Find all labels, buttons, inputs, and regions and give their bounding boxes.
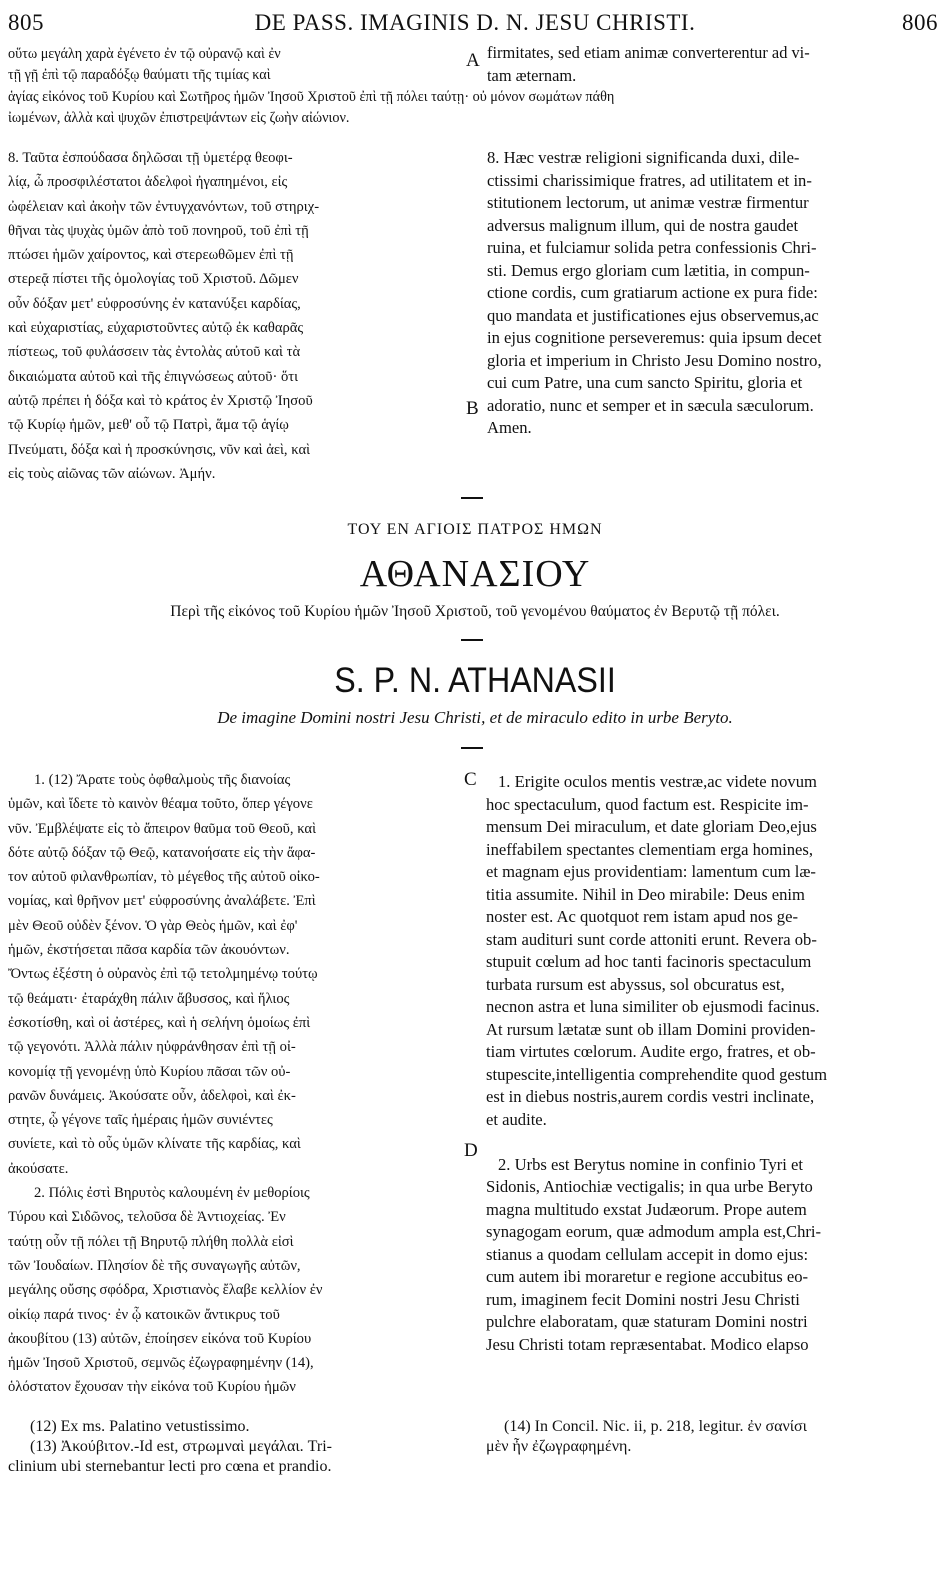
text-line: πίστεως, τοῦ φυλάσσειν τὰς ἐντολὰς αὐτοῦ καὶ τὰ [8, 344, 301, 361]
text-line: τῶν Ἰουδαίων. Πλησίον δὲ τῆς συναγωγῆς αὐτῶν, [8, 1257, 301, 1274]
margin-marker-c: C [464, 769, 477, 790]
text-line: hoc spectaculum, quod factum est. Respicite im- [486, 794, 809, 814]
text-line: τον αὐτοῦ φιλανθρωπίαν, τὸ μέγεθος τῆς αὐτοῦ οἰκο- [8, 869, 320, 886]
body-greek-column [8, 768, 458, 1400]
text-line: στερεᾷ πίστει τῆς ὁμολογίας τοῦ Χριστοῦ. Δῶμεν [8, 271, 299, 288]
divider-rule [461, 497, 483, 499]
text-line: cui cum Patre, una cum sancto Spiritu, gloria et [487, 373, 803, 392]
text-line: ταύτῃ οὖν τῇ πόλει τῇ Βηρυτῷ πλήθη πολλὰ εἰσὶ [8, 1233, 294, 1250]
text-line: in ejus cognitione perseveremus: quia ipsum decet [487, 328, 822, 347]
text-line: quo mandata et justificationes ejus observemus,ac [487, 305, 819, 325]
left-page-number: 805 [8, 10, 44, 35]
text-line: turbata rursum est abyssus, sol obcuratus est, [486, 974, 785, 994]
text-line: At rursum lætatæ sunt ob illam Domini providen- [486, 1019, 816, 1039]
text-line: necnon astra et luna similiter ob ejusmodi facinus. [486, 997, 820, 1016]
text-line: ruina, et fulciamur solida petra confessionis Chri- [487, 238, 817, 257]
text-line: firmitates, sed etiam animæ converterentur ad vi- [487, 43, 810, 62]
text-line: ctione cordis, cum gratiarum actione ex pura fide: [487, 283, 818, 302]
text-line: 1. (12) Ἄρατε τοὺς ὀφθαλμοὺς τῆς διανοίας [34, 772, 291, 788]
text-line: 8. Hæc vestræ religioni significanda duxi, dile- [487, 148, 800, 167]
top-latin-column [487, 42, 945, 87]
text-line: νομίας, καὶ θρῆνον μετ' εὐφροσύνης ἀναλάβετε. Ἐπὶ [8, 893, 316, 910]
text-line: stupescite,intelligentia comprehendite quod gestum [486, 1064, 828, 1084]
text-line: gloria et imperium in Christo Jesu Domino nostro, [487, 350, 822, 370]
text-line: noster est. Ac quotquot rem istam apud nos ge- [486, 907, 798, 926]
text-line: tam æternam. [487, 65, 577, 85]
text-line: stam audituri sunt corde attoniti erunt. Revera ob- [486, 929, 817, 949]
text-line: Τύρου καὶ Σιδῶνος, τελοῦσα δὲ Ἀντιοχείας. Ἐν [8, 1209, 286, 1226]
margin-marker-b: B [466, 398, 479, 419]
text-line: στητε, ᾧ γέγονε ταῖς ἡμέραις ἡμῶν συνιέντες [8, 1112, 273, 1129]
text-line: δότε αὐτῷ δόξαν τῷ Θεῷ, κατανοήσατε εἰς τὴν ἄφα- [8, 844, 316, 861]
text-line: ἰωμένων, ἀλλὰ καὶ ψυχῶν ἐπιστρεψάντων εἰς ζωὴν αἰώνιον. [8, 110, 350, 126]
section8-greek-column [8, 146, 460, 486]
margin-marker-d: D [464, 1140, 478, 1161]
text-line: est in diebus nostris,aurem cordis vestri inclinate, [486, 1087, 815, 1106]
text-line: sti. Demus ergo gloriam cum lætitia, in compun- [487, 260, 810, 280]
footnote-12: (12) Ex ms. Palatino vetustissimo. [30, 1418, 250, 1435]
text-line: πτώσει ἡμῶν χαίροντος, καὶ στερεωθῶμεν ἐπὶ τῇ [8, 247, 294, 264]
text-line: Ὄντως ἐξέστη ὁ οὐρανὸς ἐπὶ τῷ τετολμημένῳ τούτῳ [8, 966, 318, 983]
text-line: Jesu Christi totam repræsentabat. Modico elapso [486, 1334, 809, 1354]
text-line: stitutionem lectorum, ut animæ vestræ firmentur [487, 193, 809, 212]
text-line: οἰκίῳ παρά τινος· ἐν ᾧ κατοικῶν ἄντικρυς τοῦ [8, 1306, 280, 1323]
text-line: stianus a quodam cellulam accepit in domo ejus: [486, 1244, 809, 1264]
blank-line [498, 1131, 946, 1154]
footnote-14-cont: μὲν ἦν ἐζωγραφημένη. [486, 1438, 632, 1455]
footnotes-right [486, 1417, 946, 1457]
right-page-number: 806 [902, 10, 938, 35]
top-full-width-greek [8, 87, 948, 129]
text-line: οὖν δόξαν μετ' εὐφροσύνης ἐν κατανύξει καρδίας, [8, 295, 301, 312]
text-line: 1. Erigite oculos mentis vestræ,ac videte novum [498, 772, 817, 791]
text-line: λίᾳ, ὦ προσφιλέστατοι ἀδελφοὶ ἠγαπημένοι, εἰς [8, 174, 288, 191]
text-line: τῇ γῇ ἐπὶ τῷ παραδόξῳ θαύματι τῆς τιμίας καὶ [8, 67, 271, 83]
footnotes-left [8, 1417, 460, 1477]
text-line: synagogam eorum, quæ admodum ampla est,Chri- [486, 1222, 822, 1241]
latin-subtitle: De imagine Domini nostri Jesu Christi, et de miraculo edito in urbe Beryto. [217, 708, 733, 727]
text-line: et magnam ejus providentiam: lamentum cum læ- [486, 862, 816, 881]
text-line: stupuit cœlum ad hoc tanti facinoris spectaculum [486, 952, 812, 971]
text-line: 2. Urbs est Berytus nomine in confinio Tyri et [498, 1154, 804, 1174]
footnote-13-cont: clinium ubi sternebantur lecti pro cœna et prandio. [8, 1458, 332, 1475]
text-line: μὲν Θεοῦ οὐδὲν ξένον. Ὁ γὰρ Θεὸς ἡμῶν, καὶ ἐφ' [8, 917, 298, 934]
text-line: καὶ εὐχαριστίας, εὐχαριστοῦντες αὐτῷ ἐκ καθαρᾶς [8, 320, 304, 337]
text-line: magna multitudo exstat Judæorum. Prope autem [486, 1199, 807, 1219]
text-line: ἀκούσατε. [8, 1160, 69, 1177]
text-line: εἰς τοὺς αἰῶνας τῶν αἰώνων. Ἀμήν. [8, 465, 216, 482]
text-line: adoratio, nunc et semper et in sæcula sæculorum. [487, 395, 814, 415]
text-line: ctissimi charissimique fratres, ad utilitatem et in- [487, 170, 812, 190]
text-line: οὕτω μεγάλη χαρὰ ἐγένετο ἐν τῷ οὐρανῷ καὶ ἐν [8, 46, 281, 62]
text-line: αὐτῷ πρέπει ἡ δόξα καὶ τὸ κράτος ἐν Χριστῷ Ἰησοῦ [8, 392, 313, 409]
body-latin-column [486, 771, 946, 1356]
greek-author-name: ΑΘΑΝΑΣΙΟΥ [359, 553, 591, 595]
text-line: ἐσκοτίσθη, καὶ οἱ ἀστέρες, καὶ ἡ σελήνη ὁμοίως ἐπὶ [8, 1014, 311, 1031]
text-line: et audite. [486, 1109, 547, 1129]
text-line: Sidonis, Antiochiæ vectigalis; in qua urbe Beryto [486, 1177, 813, 1196]
text-line: μεγάλης οὔσης σφόδρα, Χριστιανὸς ἔλαβε κελλίον ἐν [8, 1282, 323, 1299]
footnote-13: (13) Ἀκούβιτον.-Id est, στρωμναὶ μεγάλαι. Tri- [30, 1438, 332, 1455]
text-line: τῷ θεάματι· ἐταράχθη πάλιν ἄβυσσος, καὶ ἥλιος [8, 990, 290, 1007]
latin-author-name: S. P. N. ATHANASII [334, 661, 616, 700]
section8-latin-column [487, 147, 945, 440]
divider-rule [461, 747, 483, 749]
text-line: νῦν. Ἐμβλέψατε εἰς τὸ ἄπειρον θαῦμα τοῦ Θεοῦ, καὶ [8, 820, 317, 837]
text-line: rum, imaginem fecit Domini nostri Jesu Christi [486, 1289, 800, 1309]
text-line: 8. Ταῦτα ἐσπούδασα δηλῶσαι τῇ ὑμετέρᾳ θεοφι- [8, 150, 293, 166]
text-line: κονομίᾳ τῇ γενομένῃ ὑπὸ Κυρίου πᾶσαι τῶν οὐ- [8, 1063, 291, 1080]
text-line: ὠφέλειαν καὶ ἀκοὴν τῶν ἐντυγχανόντων, τοῦ στηριχ- [8, 198, 320, 215]
text-line: Amen. [487, 418, 532, 437]
text-line: 2. Πόλις ἐστὶ Βηρυτὸς καλουμένη ἐν μεθορίοις [34, 1185, 310, 1202]
text-line: pulchre elaboratam, quæ staturam Domini nostri [486, 1312, 808, 1331]
top-greek-column [8, 44, 460, 86]
text-line: tiam virtutes cœlorum. Audite ergo, fratres, et ob- [486, 1042, 816, 1061]
text-line: δικαιώματα αὐτοῦ καὶ τῆς ἐπιγνώσεως αὐτοῦ· ὅτι [8, 368, 299, 385]
text-line: ἁγίας εἰκόνος τοῦ Κυρίου καὶ Σωτῆρος ἡμῶν Ἰησοῦ Χριστοῦ ἐπὶ τῇ πόλει ταύτῃ· οὐ μόνον σωμάτων πάθη [8, 89, 615, 105]
text-line: titia assumite. Nihil in Deo mirabile: Deus enim [486, 884, 805, 904]
margin-marker-a: A [466, 50, 480, 71]
greek-subtitle: Περὶ τῆς εἰκόνος τοῦ Κυρίου ἡμῶν Ἰησοῦ Χριστοῦ, τοῦ γενομένου θαύματος ἐν Βερυτῷ τῇ πόλει. [170, 603, 780, 620]
text-line: cum autem ibi moraretur e regione accubitus eo- [486, 1267, 809, 1286]
text-line: mensum Dei miraculum, et date gloriam Deo,ejus [486, 817, 817, 836]
text-line: ὑμῶν, καὶ ἴδετε τὸ καινὸν θέαμα τοῦτο, ὅπερ γέγονε [8, 796, 313, 813]
divider-rule [461, 639, 483, 641]
text-line: τῷ γεγονότι. Ἀλλὰ πάλιν ηὐφράνθησαν ἐπὶ τῇ οἰ- [8, 1039, 296, 1056]
text-line: ἀκουβίτου (13) αὐτῶν, ἐποίησεν εἰκόνα τοῦ Κυρίου [8, 1330, 312, 1347]
text-line: τῷ Κυρίῳ ἡμῶν, μεθ' οὗ τῷ Πατρὶ, ἅμα τῷ ἁγίῳ [8, 417, 289, 434]
text-line: ἡμῶν Ἰησοῦ Χριστοῦ, σεμνῶς ἐζωγραφημένην (14), [8, 1355, 314, 1372]
text-line: Πνεύματι, δόξα καὶ ἡ προσκύνησις, νῦν καὶ ἀεὶ, καὶ [8, 441, 311, 458]
footnote-14: (14) In Concil. Nic. ii, p. 218, legitur. ἐν σανίσι [504, 1418, 807, 1435]
text-line: ineffabilem spectantes clementiam erga homines, [486, 839, 813, 859]
text-line: συνίετε, καὶ τὸ οὖς ὑμῶν κλίνατε τῆς καρδίας, καὶ [8, 1136, 301, 1153]
text-line: ὁλόστατον ἔχουσαν τὴν εἰκόνα τοῦ Κυρίου ἡμῶν [8, 1379, 296, 1396]
greek-superscription: ΤΟΥ ΕΝ ΑΓΙΟΙΣ ΠΑΤΡΟΣ ΗΜΩΝ [347, 521, 603, 538]
running-title: DE PASS. IMAGINIS D. N. JESU CHRISTI. [254, 10, 696, 35]
text-line: ρανῶν δυνάμεις. Ἀκούσατε οὖν, ἀδελφοὶ, καὶ ἐκ- [8, 1087, 296, 1104]
text-line: ἡμῶν, ἐκστήσεται πᾶσα καρδία τῶν ἀκουόντων. [8, 942, 290, 959]
text-line: θῆναι τὰς ψυχὰς ὑμῶν ἀπὸ τοῦ πονηροῦ, τοῦ ἐπὶ τῇ [8, 222, 309, 239]
text-line: adversus malignum illum, qui de nostra gaudet [487, 215, 799, 235]
